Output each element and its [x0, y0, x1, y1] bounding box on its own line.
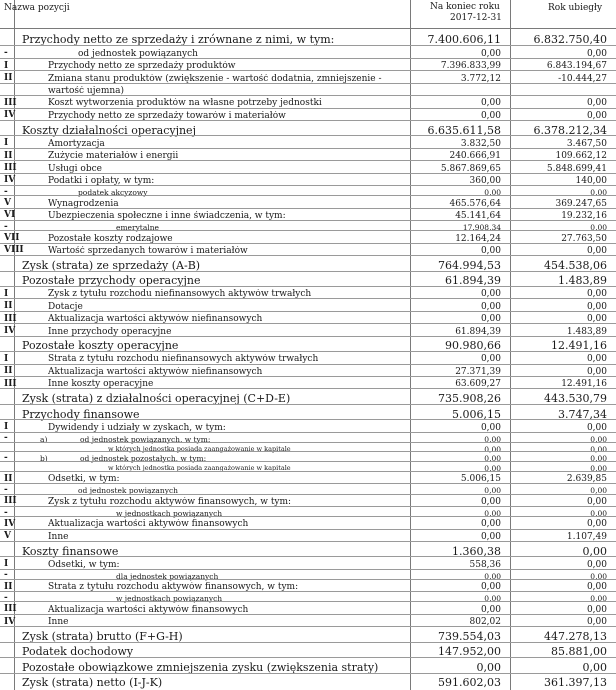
value-previous-year: 1.483,89	[566, 326, 607, 337]
statement-row	[0, 556, 616, 569]
row-number: I	[4, 60, 9, 71]
value-current-year: 5.006,15	[460, 474, 501, 485]
value-previous-year: 0,00	[590, 464, 607, 474]
row-label: Wynagrodzenia	[48, 198, 119, 209]
row-label: Ubezpieczenia społeczne i inne świadczenia, w tym:	[48, 210, 286, 221]
value-previous-year: 0,00	[590, 223, 607, 232]
statement-row	[0, 579, 616, 592]
value-current-year: 0,00	[480, 496, 501, 507]
row-number: II	[4, 150, 13, 161]
value-previous-year: 0,00	[586, 496, 607, 507]
value-current-year: 0,00	[484, 464, 501, 474]
value-current-year: 6.635.611,58	[427, 123, 501, 137]
header-col-previous: Rok ubiegły	[548, 3, 603, 13]
value-previous-year: 0,00	[586, 366, 607, 377]
row-label: Strata z tytułu rozchodu aktywów finansowych, w tym:	[48, 582, 299, 593]
value-previous-year: 19.232,16	[561, 210, 607, 221]
value-current-year: 0,00	[484, 444, 501, 454]
row-label: Inne przychody operacyjne	[48, 326, 172, 337]
statement-row	[0, 541, 616, 557]
value-current-year: 0,00	[484, 486, 501, 496]
statement-row	[0, 419, 616, 432]
row-label: podatek akcyzowy	[78, 188, 148, 197]
value-previous-year: 0,00	[586, 582, 607, 593]
row-label: Zmiana stanu produktów (zwiększenie - wartość dodatnia, zmniejszenie -	[48, 73, 382, 84]
row-label: Pozostałe obowiązkowe zmniejszenia zysku (zwiększenia straty)	[22, 660, 379, 674]
row-number: III	[4, 313, 17, 324]
row-label: Zysk (strata) brutto (F+G-H)	[22, 630, 183, 644]
statement-row	[0, 230, 616, 243]
row-label: Zysk z tytułu rozchodu niefinansowych aktywów trwałych	[48, 289, 312, 300]
row-label: w których jednostka posiada zaangażowanie w kapitale	[108, 444, 291, 453]
row-number: III	[4, 163, 17, 174]
value-previous-year: 0,00	[586, 354, 607, 365]
row-number: -	[4, 221, 8, 232]
statement-row	[0, 404, 616, 420]
row-label: Podatek dochodowy	[22, 645, 134, 659]
value-previous-year: 0,00	[586, 301, 607, 312]
value-current-year: 0,00	[480, 110, 501, 121]
value-previous-year: 1.483,89	[558, 274, 607, 288]
row-number: -	[4, 507, 8, 518]
statement-row	[0, 336, 616, 352]
row-number: IV	[4, 518, 16, 529]
value-current-year: 739.554,03	[438, 630, 501, 644]
row-number: II	[4, 473, 13, 484]
row-label: Aktualizacja wartości aktywów finansowych	[48, 519, 249, 530]
statement-row	[0, 614, 616, 627]
row-label: Odsetki, w tym:	[48, 559, 120, 570]
row-label: Koszt wytworzenia produktów na własne potrzeby jednostki	[48, 98, 322, 109]
row-label: Inne	[48, 617, 69, 628]
value-current-year: 0,00	[480, 354, 501, 365]
statement-row	[0, 673, 616, 689]
statement-row	[0, 208, 616, 221]
statement-row	[0, 30, 616, 45]
value-current-year: 0,00	[484, 571, 501, 581]
statement-row	[0, 471, 616, 484]
statement-row	[0, 388, 616, 404]
row-label: od jednostek powiązanych	[78, 48, 198, 59]
row-number: V	[4, 198, 11, 209]
value-previous-year: 443.530,79	[544, 392, 607, 406]
value-current-year: 0,00	[480, 531, 501, 542]
value-current-year: 1.360,38	[452, 544, 501, 558]
row-number: III	[4, 378, 17, 389]
row-number: -	[4, 186, 8, 197]
row-label: Inne	[48, 531, 69, 542]
value-current-year: 0,00	[480, 314, 501, 325]
row-label: emerytalne	[116, 223, 159, 232]
row-label: w których jednostka posiada zaangażowanie w kapitale	[108, 464, 291, 473]
statement-row	[0, 45, 616, 58]
value-current-year: 17.908,34	[462, 223, 501, 232]
row-label: Aktualizacja wartości aktywów niefinansowych	[48, 366, 263, 377]
row-label: Przychody netto ze sprzedaży produktów	[48, 61, 236, 72]
statement-row	[0, 243, 616, 256]
statement-row	[0, 529, 616, 542]
row-label: Zysk (strata) netto (I-J-K)	[22, 676, 163, 690]
row-number: -	[4, 48, 8, 59]
row-number: I	[4, 353, 9, 364]
statement-row	[0, 83, 616, 96]
value-current-year: 7.400.606,11	[427, 32, 501, 46]
statement-row	[0, 160, 616, 173]
value-current-year: 0,00	[484, 434, 501, 444]
value-previous-year: 0,00	[586, 519, 607, 530]
row-number: I	[4, 288, 9, 299]
row-label: Podatki i opłaty, w tym:	[48, 175, 155, 186]
statement-row	[0, 255, 616, 271]
value-previous-year: 0,00	[582, 660, 607, 674]
row-number: II	[4, 301, 13, 312]
value-previous-year: 0,00	[590, 571, 607, 581]
value-previous-year: 5.848.699,41	[546, 163, 607, 174]
value-current-year: 0,00	[484, 508, 501, 518]
row-label: Dywidendy i udziały w zyskach, w tym:	[48, 422, 226, 433]
value-current-year: 12.164,24	[455, 233, 501, 244]
statement-row	[0, 120, 616, 136]
value-previous-year: 27.763,50	[561, 233, 607, 244]
row-number: III	[4, 97, 17, 108]
row-label: Inne koszty operacyjne	[48, 379, 154, 390]
value-current-year: 0,00	[484, 454, 501, 464]
row-number: -	[4, 433, 8, 444]
row-label: Aktualizacja wartości aktywów niefinansowych	[48, 314, 263, 325]
row-label: Odsetki, w tym:	[48, 474, 120, 485]
statement-row	[0, 601, 616, 614]
row-number: IV	[4, 616, 16, 627]
value-current-year: 0,00	[480, 245, 501, 256]
statement-row	[0, 494, 616, 507]
row-label: od jednostek powiązanych, w tym:	[80, 434, 211, 444]
value-previous-year: 85.881,00	[551, 645, 607, 659]
value-current-year: 360,00	[469, 175, 501, 186]
row-number: -	[4, 484, 8, 495]
row-label: Pozostałe przychody operacyjne	[22, 274, 201, 288]
value-current-year: 591.602,03	[438, 676, 501, 690]
row-label: Zysk (strata) ze sprzedaży (A-B)	[22, 258, 201, 272]
value-current-year: 735.908,26	[438, 392, 501, 406]
statement-row	[0, 173, 616, 186]
row-number: I	[4, 422, 9, 433]
value-current-year: 0,00	[476, 660, 501, 674]
header-rule	[0, 28, 616, 29]
value-current-year: 802,02	[469, 617, 501, 628]
value-current-year: 63.609,27	[455, 379, 501, 390]
value-previous-year: 12.491,16	[551, 339, 607, 353]
statement-row	[0, 626, 616, 642]
value-current-year: 0,00	[484, 188, 501, 197]
statement-row	[0, 364, 616, 377]
row-number: IV	[4, 110, 16, 121]
value-current-year: 0,00	[480, 98, 501, 109]
value-previous-year: 0,00	[582, 544, 607, 558]
statement-row	[0, 376, 616, 389]
value-previous-year: 0,00	[586, 559, 607, 570]
value-current-year: 27.371,39	[455, 366, 501, 377]
value-current-year: 7.396.833,99	[440, 61, 501, 72]
value-current-year: 764.994,53	[438, 258, 501, 272]
row-label: Aktualizacja wartości aktywów finansowych	[48, 604, 249, 615]
row-number: VIII	[4, 245, 24, 256]
row-sub-letter: b)	[40, 454, 48, 464]
row-label: Przychody finansowe	[22, 407, 140, 421]
value-previous-year: 6.843.194,67	[546, 61, 607, 72]
row-label: od jednostek powiązanych	[78, 486, 178, 496]
value-previous-year: 0,00	[586, 314, 607, 325]
row-label: Przychody netto ze sprzedaży towarów i materiałów	[48, 110, 286, 121]
row-label: Koszty finansowe	[22, 544, 119, 558]
row-number: V	[4, 531, 11, 542]
value-current-year: 147.952,00	[438, 645, 501, 659]
statement-row	[0, 311, 616, 324]
statement-row	[0, 516, 616, 529]
value-current-year: 61.894,39	[455, 326, 501, 337]
value-current-year: 0,00	[480, 422, 501, 433]
value-current-year: 0,00	[480, 582, 501, 593]
value-current-year: 0,00	[480, 604, 501, 615]
row-number: IV	[4, 326, 16, 337]
value-current-year: 45.141,64	[455, 210, 501, 221]
value-previous-year: -10.444,27	[558, 73, 607, 84]
value-current-year: 90.980,66	[445, 339, 501, 353]
value-current-year: 0,00	[484, 594, 501, 604]
value-previous-year: 0,00	[590, 444, 607, 454]
row-label: w jednostkach powiązanych	[116, 594, 223, 604]
row-number: -	[4, 570, 8, 581]
value-previous-year: 0,00	[586, 604, 607, 615]
value-previous-year: 6.378.212,34	[533, 123, 607, 137]
statement-row	[0, 135, 616, 148]
value-current-year: 558,36	[469, 559, 501, 570]
row-label: Zysk (strata) z działalności operacyjnej (C+D-E)	[22, 392, 291, 406]
statement-row	[0, 108, 616, 121]
statement-row	[0, 58, 616, 71]
value-previous-year: 369.247,65	[555, 198, 607, 209]
row-label: Koszty działalności operacyjnej	[22, 123, 196, 137]
value-previous-year: 361.397,13	[544, 676, 607, 690]
value-previous-year: 0,00	[590, 454, 607, 464]
value-current-year: 0,00	[480, 48, 501, 59]
value-previous-year: 0,00	[590, 434, 607, 444]
value-current-year: 0,00	[480, 519, 501, 530]
statement-row	[0, 271, 616, 287]
row-label: dla jednostek powiązanych	[116, 571, 219, 581]
value-current-year: 5.006,15	[452, 407, 501, 421]
value-current-year: 61.894,39	[445, 274, 501, 288]
statement-row	[0, 323, 616, 336]
value-previous-year: 109.662,12	[555, 151, 607, 162]
value-previous-year: 0,00	[586, 110, 607, 121]
row-label: Strata z tytułu rozchodu niefinansowych aktywów trwałych	[48, 354, 319, 365]
value-current-year: 0,00	[480, 301, 501, 312]
statement-row	[0, 298, 616, 311]
value-previous-year: 6.832.750,40	[533, 32, 607, 46]
header-col-current-line1: Na koniec roku	[430, 2, 500, 12]
statement-row	[0, 351, 616, 364]
value-previous-year: 0,00	[586, 48, 607, 59]
row-label: Pozostałe koszty rodzajowe	[48, 233, 173, 244]
value-previous-year: 0,00	[590, 594, 607, 604]
value-previous-year: 0,00	[586, 98, 607, 109]
value-previous-year: 3.467,50	[566, 138, 607, 149]
value-previous-year: 1.107,49	[566, 531, 607, 542]
statement-row	[0, 95, 616, 108]
value-current-year: 3.832,50	[460, 138, 501, 149]
value-previous-year: 0,00	[586, 245, 607, 256]
statement-row	[0, 148, 616, 161]
row-number: III	[4, 496, 17, 507]
row-number: II	[4, 73, 13, 83]
row-number: IV	[4, 175, 16, 186]
row-number: VII	[4, 233, 20, 244]
row-number: III	[4, 604, 17, 615]
value-previous-year: 0,00	[586, 422, 607, 433]
value-previous-year: 0,00	[590, 508, 607, 518]
statement-row	[0, 286, 616, 299]
value-previous-year: 0,00	[590, 188, 607, 197]
row-number: I	[4, 559, 9, 570]
value-current-year: 3.772,12	[460, 73, 501, 84]
value-previous-year: 3.747,34	[558, 407, 607, 421]
row-number: I	[4, 138, 9, 149]
row-number: -	[4, 592, 8, 603]
statement-row	[0, 642, 616, 658]
value-previous-year: 2.639,85	[566, 474, 607, 485]
value-previous-year: 140,00	[575, 175, 607, 186]
value-previous-year: 447.278,13	[544, 630, 607, 644]
row-label: Przychody netto ze sprzedaży i zrównane z nimi, w tym:	[22, 32, 335, 46]
value-previous-year: 0,00	[590, 486, 607, 496]
value-current-year: 465.576,64	[449, 198, 501, 209]
row-sub-letter: a)	[40, 434, 48, 444]
row-label: Amortyzacja	[48, 138, 105, 149]
row-label: Wartość sprzedanych towarów i materiałów	[48, 245, 248, 256]
statement-row	[0, 195, 616, 208]
value-current-year: 240.666,91	[449, 151, 501, 162]
header-col-current-line2: 2017-12-31	[450, 13, 502, 23]
row-number: -	[4, 452, 8, 463]
value-previous-year: 12.491,16	[561, 379, 607, 390]
row-label: Usługi obce	[48, 163, 102, 174]
value-current-year: 5.867.869,65	[440, 163, 501, 174]
header-col-name: Nazwa pozycji	[4, 3, 70, 13]
value-current-year: 0,00	[480, 289, 501, 300]
value-previous-year: 454.538,06	[544, 258, 607, 272]
row-label: Dotacje	[48, 301, 83, 312]
row-label: Pozostałe koszty operacyjne	[22, 339, 179, 353]
row-label: w jednostkach powiązanych	[116, 508, 223, 518]
row-number: II	[4, 581, 13, 592]
statement-row	[0, 657, 616, 673]
statement-row	[0, 70, 616, 83]
value-previous-year: 0,00	[586, 289, 607, 300]
row-label: Zysk z tytułu rozchodu aktywów finansowych, w tym:	[48, 496, 292, 507]
row-label: Zużycie materiałów i energii	[48, 151, 179, 162]
row-number: II	[4, 366, 13, 377]
row-label: wartość ujemna)	[48, 85, 125, 96]
row-label: od jednostek pozostałych, w tym:	[80, 454, 207, 464]
value-previous-year: 0,00	[586, 617, 607, 628]
row-number: VI	[4, 210, 16, 221]
